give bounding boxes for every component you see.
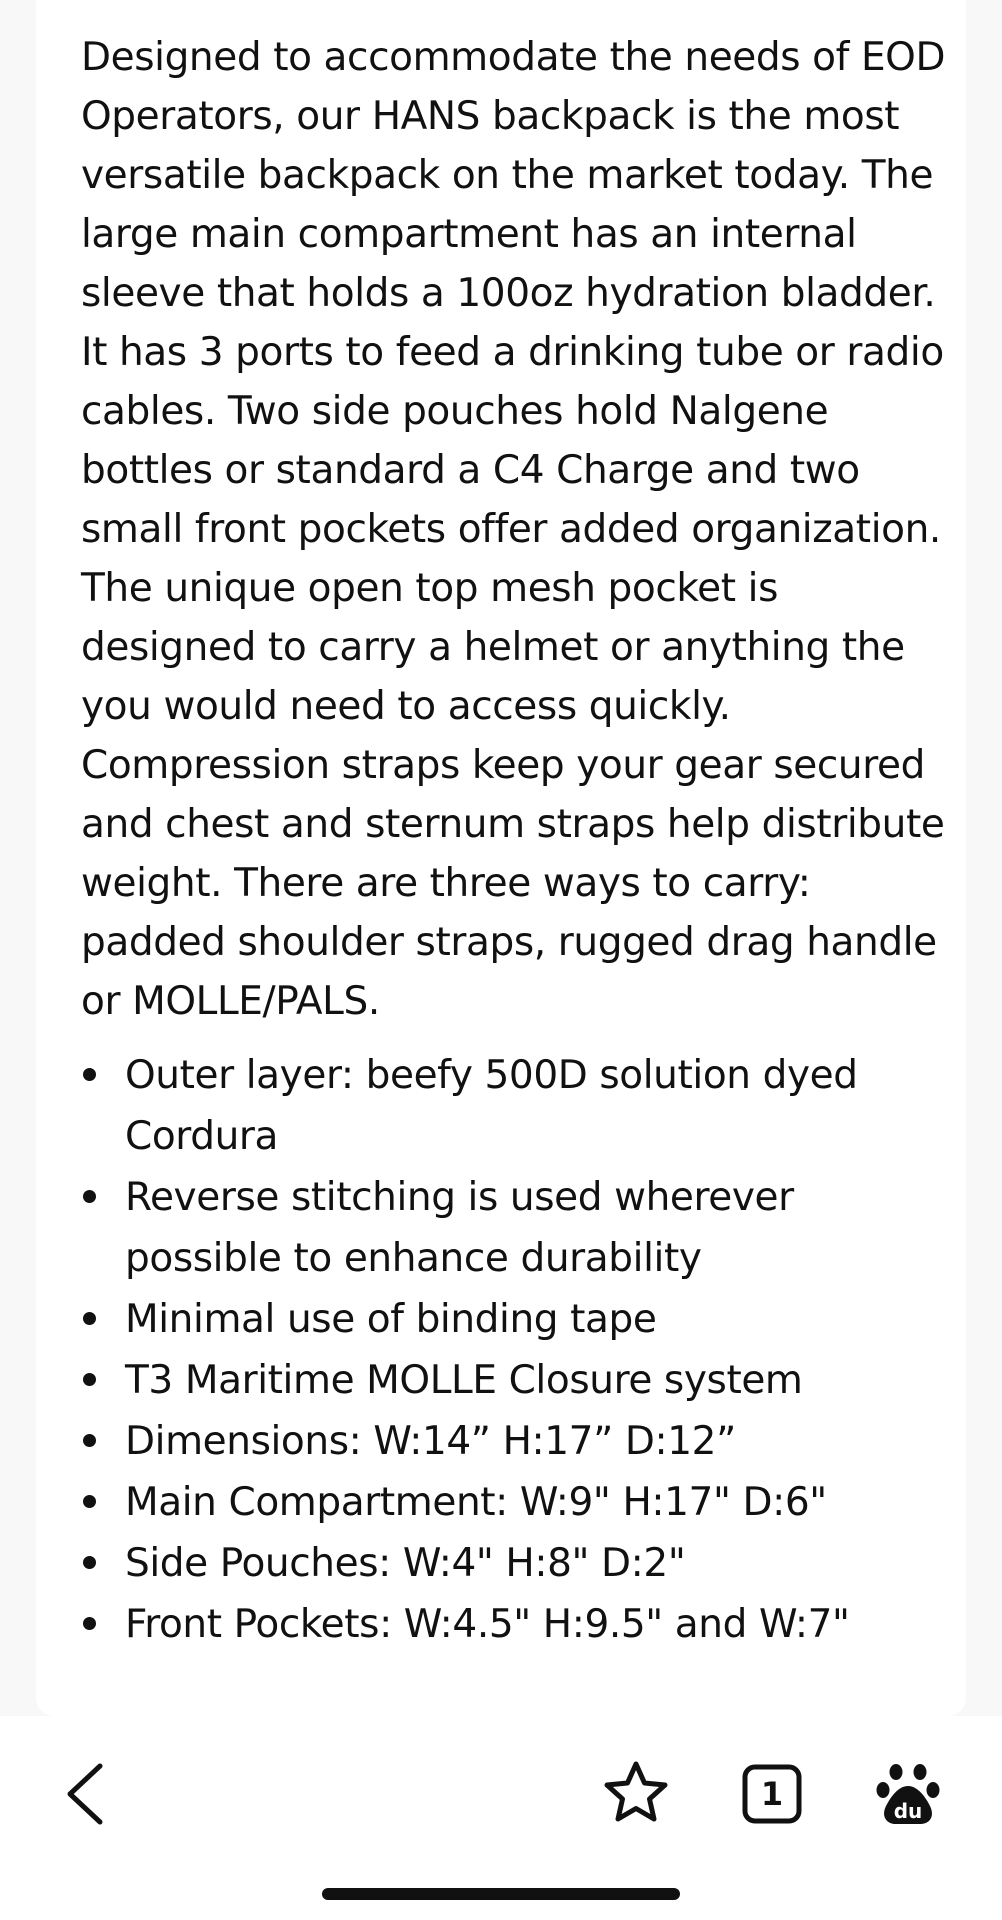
feature-item [81, 1411, 951, 1472]
feature-text: Reverse stitching is used wherever possible to enhance durability [125, 1175, 794, 1281]
feature-item [81, 1472, 951, 1533]
back-button[interactable] [46, 1752, 130, 1836]
tab-count: 1 [760, 1775, 784, 1813]
feature-text: Outer layer: beefy 500D solution dyed Cordura [125, 1053, 858, 1159]
star-outline-icon [594, 1752, 678, 1836]
bullet-icon [83, 1617, 96, 1630]
browser-bottom-bar [0, 1716, 1002, 1920]
feature-text: T3 Maritime MOLLE Closure system [125, 1358, 803, 1403]
bullet-icon [83, 1495, 96, 1508]
feature-text: Dimensions: W:14” H:17” D:12” [125, 1419, 736, 1464]
bullet-icon [83, 1373, 96, 1386]
baidu-logo-text: du [893, 1799, 923, 1823]
tabs-button[interactable] [730, 1752, 814, 1836]
feature-text: Front Pockets: W:4.5" H:9.5" and W:7" [125, 1602, 850, 1647]
baidu-app-button[interactable] [866, 1752, 950, 1836]
feature-item [81, 1045, 951, 1167]
chevron-left-icon [46, 1752, 130, 1836]
feature-text: Main Compartment: W:9" H:17" D:6" [125, 1480, 827, 1525]
feature-item [81, 1594, 951, 1655]
feature-text: Side Pouches: W:4" H:8" D:2" [125, 1541, 686, 1586]
feature-item [81, 1350, 951, 1411]
feature-list [81, 1045, 951, 1655]
favorite-button[interactable] [594, 1752, 678, 1836]
bullet-icon [83, 1556, 96, 1569]
bullet-icon [83, 1190, 96, 1203]
bullet-icon [83, 1312, 96, 1325]
baidu-paw-icon [866, 1752, 950, 1836]
feature-item [81, 1533, 951, 1594]
bullet-icon [83, 1068, 96, 1081]
feature-item [81, 1289, 951, 1350]
feature-text: Minimal use of binding tape [125, 1297, 657, 1342]
description-paragraph: Designed to accommodate the needs of EOD Operators, our HANS backpack is the most versatile backpack on the market today. The large main compartment has an internal sleeve that holds a 100oz hydration bladder. It has 3 ports to feed a drinking tube or radio cables. Two side pouches hold Nalgene bottles or standard a C4 Charge and two small front pockets offer added organization. The unique open top mesh pocket is designed to carry a helmet or anything the you would need to access quickly. Compression straps keep your gear secured and chest and sternum straps help distribute weight. There are three ways to carry: padded shoulder straps, rugged drag handle or MOLLE/PALS. [81, 35, 946, 1024]
home-indicator[interactable] [322, 1888, 680, 1900]
bullet-icon [83, 1434, 96, 1447]
product-description [81, 28, 951, 1655]
feature-item [81, 1167, 951, 1289]
